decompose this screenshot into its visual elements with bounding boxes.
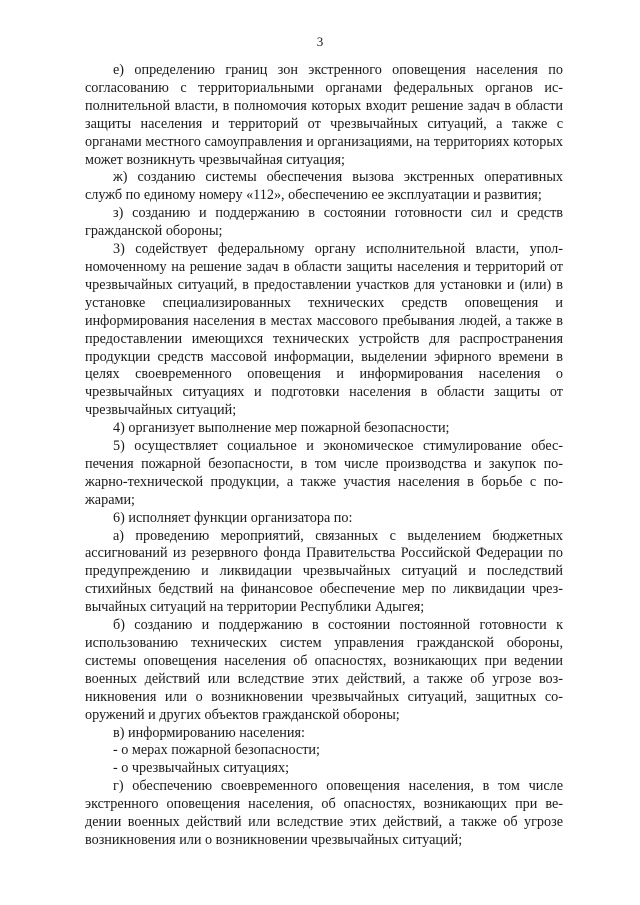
paragraph-item-a: а) проведению мероприятий, связанных с выделением бюджетных ассигнований из резервного фонда Правительства Российской Федерации по предупреждению и ликвидации чрезвычайных ситуаций и последствий стихийных бедствий на финансовое обеспечение мер по ликвидации чрезвычайных ситуаций на территории Республики Адыгея; [85,527,563,616]
paragraph-item-z: з) созданию и поддержанию в состоянии готовности сил и средств гражданской обороны; [85,205,563,240]
paragraph-item-zh: ж) созданию системы обеспечения вызова экстренных оперативных служб по единому номеру «112», обеспечению ее эксплуатации и развития; [85,169,563,204]
paragraph-item-v: в) информированию населения: [113,724,305,741]
list-item-emergencies: - о чрезвычайных ситуациях; [113,760,290,777]
paragraph-point-4: 4) организует выполнение мер пожарной безопасности; [113,420,450,437]
paragraph-point-3: 3) содействует федеральному органу исполнительной власти, уполномоченному на решение задач в области защиты населения и территорий от чрезвычайных ситуаций, в предоставлении участков для установки и (или) в установке специализированных технических средств оповещения и информирования населения в местах массового пребывания людей, а также в предоставлении имеющихся технических устройств для распространения продукции средств массовой информации, выделении эфирного времени в целях своевременного оповещения и информирования населения о чрезвычайных ситуациях и подготовки населения в области защиты от чрезвычайных ситуаций; [85,241,563,419]
paragraph-point-6: 6) исполняет функции организатора по: [113,509,353,526]
document-body [85,62,563,850]
paragraph-point-5: 5) осуществляет социальное и экономическое стимулирование обеспечения пожарной безопасности, в том числе производства и закупок пожарно-технической продукции, а также участия населения в борьбе с пожарами; [85,438,563,508]
page-number: 3 [316,34,324,49]
paragraph-item-b: б) созданию и поддержанию в состоянии постоянной готовности к использованию технических систем управления гражданской обороны, системы оповещения населения об опасностях, возникающих при ведении военных действий или вследствие этих действий, а также об угрозе возникновения или о возникновении чрезвычайных ситуаций, защитных сооружений и других объектов гражданской обороны; [85,617,563,723]
paragraph-item-g: г) обеспечению своевременного оповещения населения, в том числе экстренного оповещения населения, об опасностях, возникающих при ведении военных действий или вследствие этих действий, а также об угрозе возникновения или о возникновении чрезвычайных ситуаций; [85,778,563,848]
paragraph-item-e: е) определению границ зон экстренного оповещения населения по согласованию с территориальными органами федеральных органов исполнительной власти, в полномочия которых входит решение задач в области защиты населения и территорий от чрезвычайных ситуаций, а также с органами местного самоуправления и организациями, на территориях которых может возникнуть чрезвычайная ситуация; [85,62,563,168]
list-item-fire-safety: - о мерах пожарной безопасности; [113,742,320,759]
